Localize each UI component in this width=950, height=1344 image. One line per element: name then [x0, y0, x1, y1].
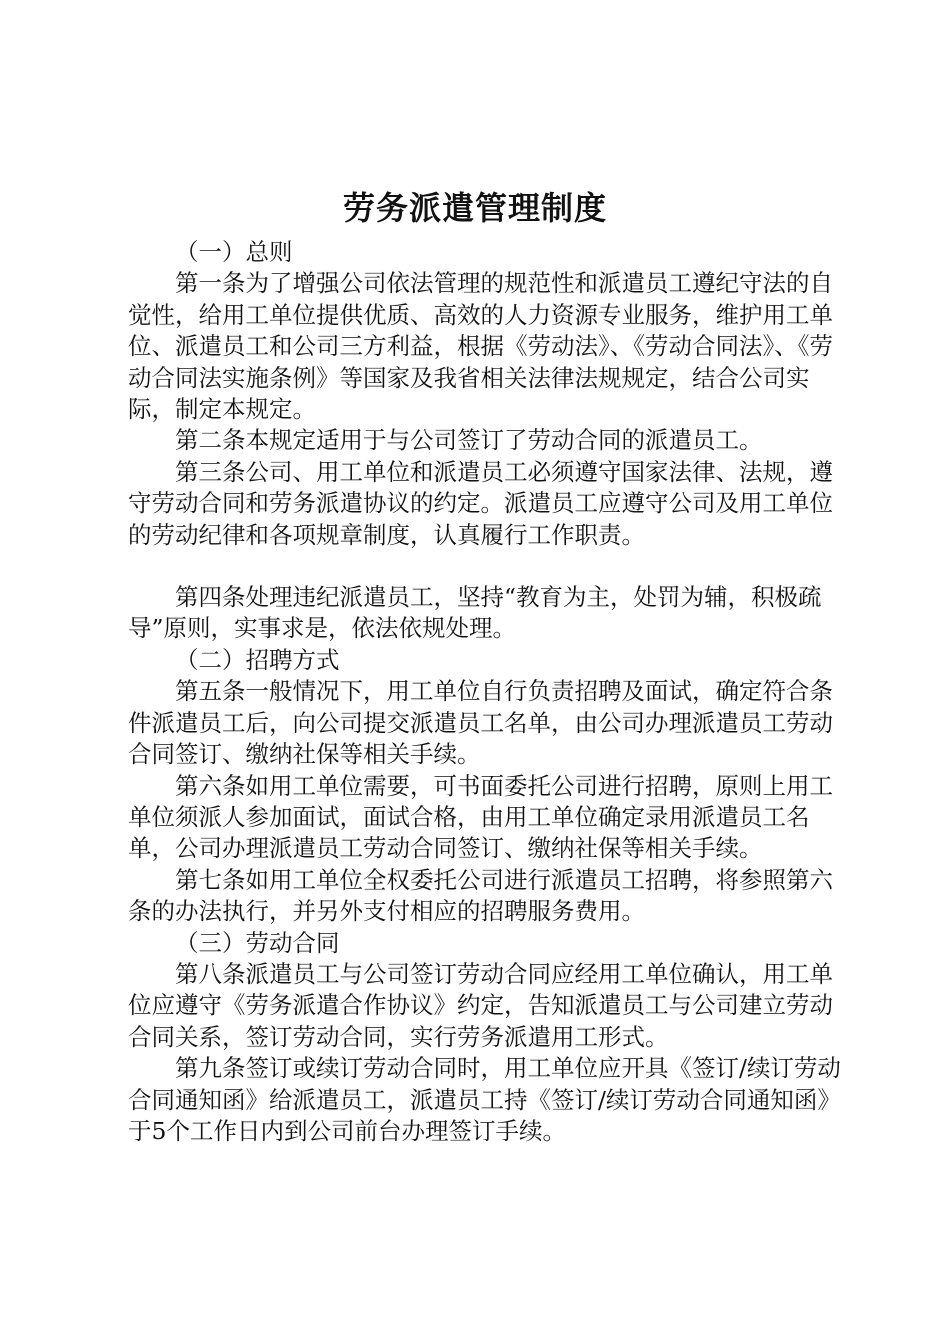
article-4: 第四条处理违纪派遣员工，坚持“教育为主，处罚为辅，积极疏导”原则，实事求是，依法依规处理。 [128, 583, 822, 643]
section-heading-recruitment: （二）招聘方式 [175, 645, 340, 674]
article-8: 第八条派遣员工与公司签订劳动合同应经用工单位确认，用工单位应遵守《劳务派遣合作协议》约定，告知派遣员工与公司建立劳动合同关系，签订劳动合同，实行劳务派遣用工形式。 [128, 959, 833, 1051]
section-heading-general: （一）总则 [175, 238, 293, 266]
section-heading-contract: （三）劳动合同 [175, 928, 340, 957]
article-6: 第六条如用工单位需要，可书面委托公司进行招聘，原则上用工单位须派人参加面试，面试合格，由用工单位确定录用派遣员工名单，公司办理派遣员工劳动合同签订、缴纳社保等相关手续。 [128, 771, 833, 863]
article-3: 第三条公司、用工单位和派遣员工必须遵守国家法律、法规，遵守劳动合同和劳务派遣协议的约定。派遣员工应遵守公司及用工单位的劳动纪律和各项规章制度，认真履行工作职责。 [128, 457, 833, 549]
article-9: 第九条签订或续订劳动合同时，用工单位应开具《签订/续订劳动合同通知函》给派遣员工，派遣员工持《签订/续订劳动合同通知函》于5个工作日内到公司前台办理签订手续。 [128, 1054, 841, 1145]
article-5: 第五条一般情况下，用工单位自行负责招聘及面试，确定符合条件派遣员工后，向公司提交派遣员工名单，由公司办理派遣员工劳动合同签订、缴纳社保等相关手续。 [128, 677, 833, 769]
article-7: 第七条如用工单位全权委托公司进行派遣员工招聘，将参照第六条的办法执行，并另外支付相应的招聘服务费用。 [128, 865, 833, 926]
article-1: 第一条为了增强公司依法管理的规范性和派遣员工遵纪守法的自觉性，给用工单位提供优质、高效的人力资源专业服务，维护用工单位、派遣员工和公司三方利益，根据《劳动法》、《劳动合同法》、《劳动合同法实施条例》等国家及我省相关法律法规规定，结合公司实际，制定本规定。 [128, 269, 833, 424]
article-2: 第二条本规定适用于与公司签订了劳动合同的派遣员工。 [175, 426, 763, 455]
paragraph-gap [128, 551, 848, 582]
document-title: 劳务派遣管理制度 [342, 189, 607, 227]
document-body [128, 237, 848, 1147]
